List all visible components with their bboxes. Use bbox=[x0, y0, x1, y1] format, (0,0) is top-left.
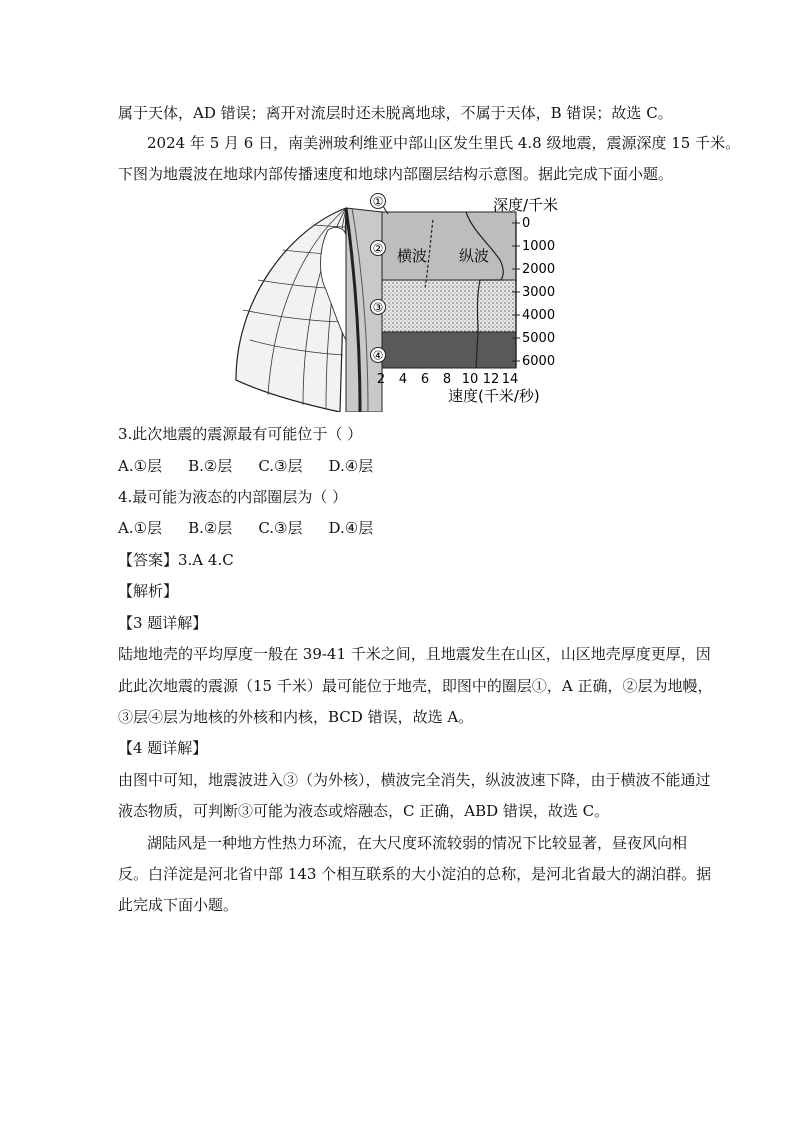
svg-text:①: ① bbox=[372, 194, 384, 209]
speed-tick-label: 12 bbox=[482, 372, 500, 387]
speed-axis-title: 速度(千米/秒) bbox=[448, 387, 540, 405]
question-4-options bbox=[118, 518, 399, 538]
answer-line: 【答案】3.A 4.C bbox=[118, 551, 234, 569]
depth-tick-label: 5000 bbox=[522, 331, 556, 346]
question-3-options bbox=[118, 456, 399, 476]
option-a: A.①层 bbox=[118, 457, 163, 475]
layer-mantle-band bbox=[382, 212, 516, 280]
paragraph-line: 下图为地震波在地球内部传播速度和地球内部圈层结构示意图。据此完成下面小题。 bbox=[118, 165, 674, 183]
material-line: 此完成下面小题。 bbox=[118, 896, 239, 914]
transverse-wave-label: 横波 bbox=[396, 247, 428, 265]
layer-outer-core-band bbox=[382, 280, 516, 332]
earth-interior-figure bbox=[228, 190, 568, 412]
option-c: C.③层 bbox=[258, 457, 303, 475]
paragraph-line: 属于天体，AD 错误；离开对流层时还未脱离地球，不属于天体，B 错误；故选 C。 bbox=[118, 104, 673, 122]
paragraph-line: 2024 年 5 月 6 日，南美洲玻利维亚中部山区发生里氏 4.8 级地震，震源深度 15 千米。 bbox=[147, 134, 741, 152]
q3-explanation-line: 此此次地震的震源（15 千米）最可能位于地壳，即图中的圈层①，A 正确，②层为地幔， bbox=[118, 677, 713, 695]
depth-tick-label: 1000 bbox=[522, 239, 556, 254]
svg-text:④: ④ bbox=[372, 348, 384, 363]
speed-tick-labels bbox=[377, 372, 518, 387]
option-b: B.②层 bbox=[188, 457, 233, 475]
question-3-stem: 3.此次地震的震源最有可能位于（ ） bbox=[118, 425, 363, 443]
layer-inner-core-band bbox=[382, 332, 516, 368]
speed-tick-label: 4 bbox=[398, 372, 408, 387]
depth-tick-label: 2000 bbox=[522, 262, 556, 277]
option-d: D.④层 bbox=[328, 519, 374, 537]
analysis-heading: 【解析】 bbox=[118, 582, 179, 600]
layer-mark-3 bbox=[371, 300, 386, 315]
option-a: A.①层 bbox=[118, 519, 163, 537]
depth-tick-label: 3000 bbox=[522, 285, 556, 300]
depth-tick-label: 6000 bbox=[522, 354, 556, 369]
depth-tick-label: 0 bbox=[522, 216, 531, 231]
speed-tick-label: 8 bbox=[442, 372, 452, 387]
speed-tick-label: 10 bbox=[461, 372, 479, 387]
speed-tick-label: 14 bbox=[501, 372, 519, 387]
layer-mark-2 bbox=[371, 241, 386, 256]
option-b: B.②层 bbox=[188, 519, 233, 537]
depth-tick-label: 4000 bbox=[522, 308, 556, 323]
layer-mark-4 bbox=[371, 348, 386, 363]
q4-explanation-line: 由图中可知，地震波进入③（为外核），横波完全消失，纵波波速下降，由于横波不能通过 bbox=[118, 771, 711, 789]
q3-explanation-line: ③层④层为地核的外核和内核，BCD 错误，故选 A。 bbox=[118, 708, 474, 726]
material-line: 湖陆风是一种地方性热力环流，在大尺度环流较弱的情况下比较显著，昼夜风向相 bbox=[147, 834, 688, 852]
speed-tick-label: 2 bbox=[376, 372, 386, 387]
q3-heading: 【3 题详解】 bbox=[118, 614, 208, 632]
depth-axis-title: 深度/千米 bbox=[493, 196, 559, 214]
option-d: D.④层 bbox=[328, 457, 374, 475]
question-4-stem: 4.最可能为液态的内部圈层为（ ） bbox=[118, 488, 348, 506]
svg-text:②: ② bbox=[372, 241, 384, 256]
q4-heading: 【4 题详解】 bbox=[118, 739, 208, 757]
material-line: 反。白洋淀是河北省中部 143 个相互联系的大小淀泊的总称，是河北省最大的湖泊群。据 bbox=[118, 865, 712, 883]
q3-explanation-line: 陆地地壳的平均厚度一般在 39-41 千米之间，且地震发生在山区，山区地壳厚度更厚，因 bbox=[118, 645, 711, 663]
svg-text:③: ③ bbox=[372, 300, 384, 315]
longitudinal-wave-label: 纵波 bbox=[458, 247, 490, 265]
q4-explanation-line: 液态物质，可判断③可能为液态或熔融态，C 正确，ABD 错误，故选 C。 bbox=[118, 802, 610, 820]
option-c: C.③层 bbox=[258, 519, 303, 537]
speed-tick-label: 6 bbox=[420, 372, 430, 387]
